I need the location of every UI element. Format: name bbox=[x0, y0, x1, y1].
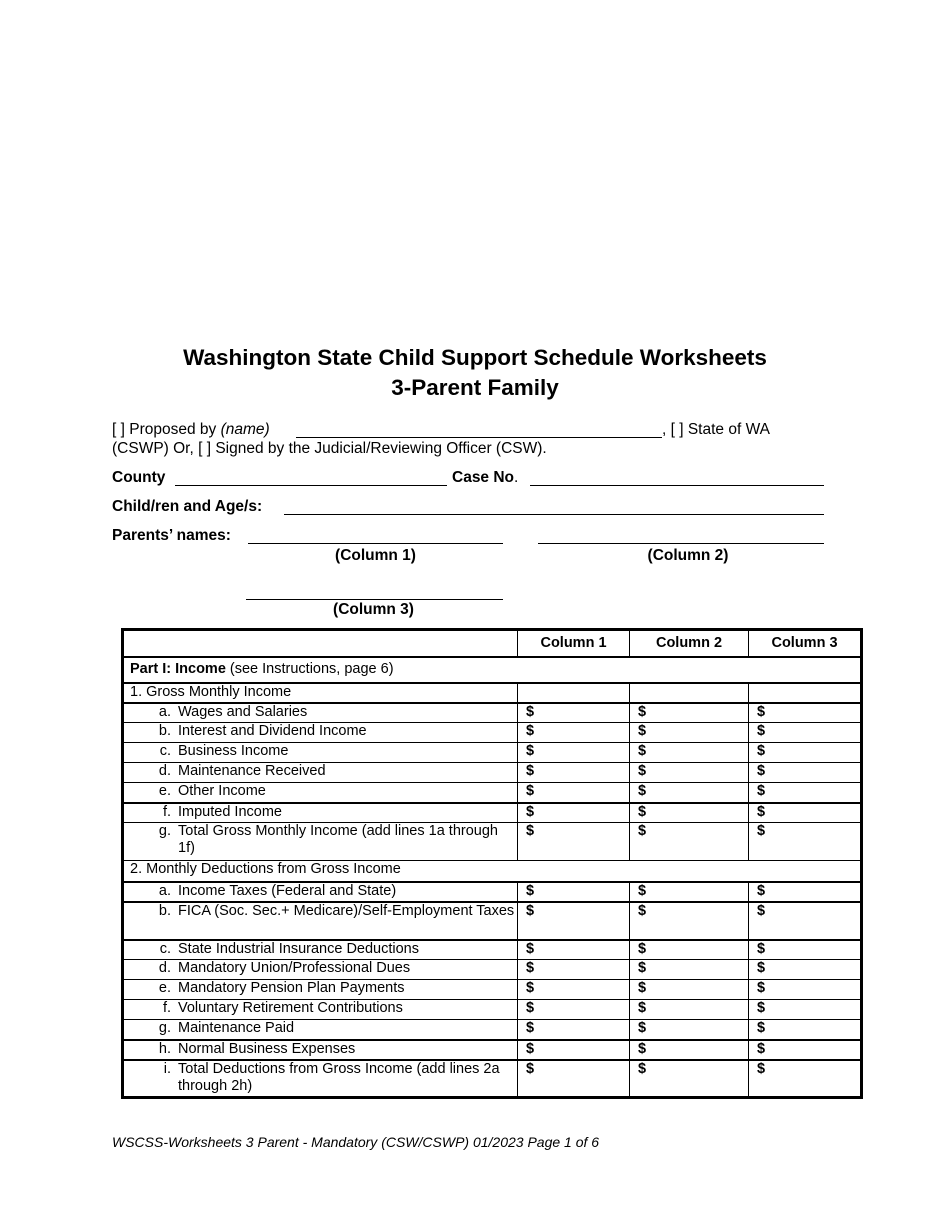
line-text: Mandatory Union/Professional Dues bbox=[178, 960, 411, 976]
amount-cell-column-2[interactable]: $ bbox=[630, 940, 749, 960]
amount-cell-column-3[interactable]: $ bbox=[749, 902, 862, 940]
amount-cell-column-1[interactable]: $ bbox=[518, 823, 630, 861]
proposed-by-line bbox=[112, 421, 270, 439]
amount-cell-column-2[interactable]: $ bbox=[630, 1040, 749, 1060]
state-of-wa-option[interactable]: , [ ] State of WA bbox=[662, 421, 770, 438]
line-letter: b. bbox=[158, 723, 171, 739]
part-1-title: Part I: Income bbox=[130, 661, 226, 677]
amount-cell-column-1[interactable]: $ bbox=[518, 882, 630, 902]
header-column-2: Column 2 bbox=[630, 630, 749, 657]
line-text: Imputed Income bbox=[178, 803, 282, 820]
amount-cell-column-2[interactable]: $ bbox=[630, 902, 749, 940]
table-row bbox=[123, 902, 862, 940]
line-item-label bbox=[123, 1000, 518, 1020]
column-2-caption: (Column 2) bbox=[647, 547, 729, 564]
amount-cell-column-2[interactable]: $ bbox=[630, 743, 749, 763]
amount-cell-column-3[interactable]: $ bbox=[749, 803, 862, 823]
amount-cell-column-3[interactable]: $ bbox=[749, 1020, 862, 1040]
document-title: Washington State Child Support Schedule Worksheets bbox=[183, 345, 767, 370]
amount-cell-column-2[interactable]: $ bbox=[630, 823, 749, 861]
table-row bbox=[123, 1060, 862, 1098]
signed-by-option[interactable]: (CSWP) Or, [ ] Signed by the Judicial/Reviewing Officer (CSW). bbox=[112, 440, 547, 457]
table-row bbox=[123, 1040, 862, 1060]
children-field[interactable] bbox=[284, 499, 824, 515]
amount-cell-column-3[interactable]: $ bbox=[749, 980, 862, 1000]
line-letter: b. bbox=[158, 902, 171, 919]
line-item-label bbox=[123, 1060, 518, 1098]
amount-cell-column-1[interactable]: $ bbox=[518, 783, 630, 803]
amount-cell-column-1[interactable]: $ bbox=[518, 1040, 630, 1060]
income-worksheet-table bbox=[121, 628, 863, 1099]
line-letter: g. bbox=[158, 823, 171, 839]
amount-cell-column-2[interactable]: $ bbox=[630, 882, 749, 902]
amount-cell-column-3[interactable]: $ bbox=[749, 723, 862, 743]
line-letter: g. bbox=[158, 1020, 171, 1036]
parents-label: Parents’ names: bbox=[112, 527, 231, 544]
section-2-row bbox=[123, 861, 862, 882]
amount-cell-column-3[interactable]: $ bbox=[749, 823, 862, 861]
amount-cell-column-3[interactable]: $ bbox=[749, 1060, 862, 1098]
line-text: Wages and Salaries bbox=[178, 703, 308, 720]
amount-cell-column-1[interactable]: $ bbox=[518, 1000, 630, 1020]
column-1-caption: (Column 1) bbox=[335, 547, 416, 564]
page-footer: WSCSS-Worksheets 3 Parent - Mandatory (CSW/CSWP) 01/2023 Page 1 of 6 bbox=[112, 1134, 600, 1150]
proposed-text: Proposed by bbox=[129, 421, 217, 438]
table-row bbox=[123, 823, 862, 861]
line-item-label bbox=[123, 803, 518, 823]
line-letter: c. bbox=[159, 940, 171, 957]
section-1-cell bbox=[630, 683, 749, 703]
line-text: Maintenance Paid bbox=[178, 1020, 295, 1036]
line-item-label bbox=[123, 703, 518, 723]
amount-cell-column-2[interactable]: $ bbox=[630, 803, 749, 823]
line-item-label bbox=[123, 980, 518, 1000]
section-2-heading: 2. Monthly Deductions from Gross Income bbox=[123, 861, 862, 882]
amount-cell-column-1[interactable]: $ bbox=[518, 1060, 630, 1098]
county-label: County bbox=[112, 469, 166, 486]
parent-2-field[interactable] bbox=[538, 528, 824, 544]
amount-cell-column-2[interactable]: $ bbox=[630, 763, 749, 783]
line-text: Voluntary Retirement Contributions bbox=[178, 1000, 403, 1016]
table-row bbox=[123, 763, 862, 783]
amount-cell-column-3[interactable]: $ bbox=[749, 960, 862, 980]
line-item-label bbox=[123, 763, 518, 783]
line-text: State Industrial Insurance Deductions bbox=[178, 940, 419, 957]
section-1-items bbox=[123, 703, 862, 861]
table-row bbox=[123, 980, 862, 1000]
amount-cell-column-1[interactable]: $ bbox=[518, 703, 630, 723]
part-1-heading bbox=[123, 657, 862, 683]
line-item-label bbox=[123, 823, 518, 861]
amount-cell-column-1[interactable]: $ bbox=[518, 940, 630, 960]
line-letter: i. bbox=[163, 1060, 171, 1077]
case-no-label: Case No bbox=[452, 469, 515, 486]
amount-cell-column-2[interactable]: $ bbox=[630, 723, 749, 743]
section-1-heading: 1. Gross Monthly Income bbox=[123, 683, 518, 703]
proposed-checkbox[interactable]: [ ] bbox=[112, 421, 125, 438]
line-item-label bbox=[123, 882, 518, 902]
amount-cell-column-3[interactable]: $ bbox=[749, 743, 862, 763]
amount-cell-column-3[interactable]: $ bbox=[749, 1040, 862, 1060]
table-row bbox=[123, 940, 862, 960]
line-item-label bbox=[123, 940, 518, 960]
line-text: Total Deductions from Gross Income (add lines 2a through 2h) bbox=[178, 1060, 500, 1094]
section-2-items bbox=[123, 882, 862, 1098]
line-text: Mandatory Pension Plan Payments bbox=[178, 980, 405, 996]
document-subtitle: 3-Parent Family bbox=[391, 375, 559, 400]
line-text: Total Gross Monthly Income (add lines 1a through 1f) bbox=[178, 823, 498, 856]
table-row bbox=[123, 1020, 862, 1040]
amount-cell-column-3[interactable]: $ bbox=[749, 882, 862, 902]
line-item-label bbox=[123, 1040, 518, 1060]
line-text: FICA (Soc. Sec.+ Medicare)/Self-Employment Taxes bbox=[178, 902, 515, 919]
part-1-note: (see Instructions, page 6) bbox=[225, 661, 394, 677]
line-item-label bbox=[123, 960, 518, 980]
amount-cell-column-3[interactable]: $ bbox=[749, 940, 862, 960]
line-letter: a. bbox=[158, 703, 171, 720]
table-row bbox=[123, 1000, 862, 1020]
line-text: Income Taxes (Federal and State) bbox=[178, 882, 397, 899]
amount-cell-column-3[interactable]: $ bbox=[749, 783, 862, 803]
line-letter: f. bbox=[162, 803, 171, 820]
table-row bbox=[123, 723, 862, 743]
line-text: Normal Business Expenses bbox=[178, 1040, 356, 1057]
line-text: Other Income bbox=[178, 783, 266, 799]
table-row bbox=[123, 803, 862, 823]
amount-cell-column-2[interactable]: $ bbox=[630, 960, 749, 980]
amount-cell-column-2[interactable]: $ bbox=[630, 1020, 749, 1040]
amount-cell-column-3[interactable]: $ bbox=[749, 703, 862, 723]
line-text: Interest and Dividend Income bbox=[178, 723, 367, 739]
parent-1-field[interactable] bbox=[248, 528, 503, 544]
column-3-caption: (Column 3) bbox=[333, 601, 414, 618]
name-hint: (name) bbox=[220, 421, 270, 438]
section-1-cell bbox=[749, 683, 862, 703]
line-letter: d. bbox=[158, 763, 171, 779]
table-row bbox=[123, 960, 862, 980]
line-letter: h. bbox=[158, 1040, 171, 1057]
county-field[interactable] bbox=[175, 470, 447, 486]
table-row bbox=[123, 703, 862, 723]
amount-cell-column-1[interactable]: $ bbox=[518, 763, 630, 783]
line-letter: c. bbox=[159, 743, 171, 759]
amount-cell-column-1[interactable]: $ bbox=[518, 980, 630, 1000]
amount-cell-column-1[interactable]: $ bbox=[518, 743, 630, 763]
amount-cell-column-2[interactable]: $ bbox=[630, 980, 749, 1000]
line-item-label bbox=[123, 902, 518, 940]
line-item-label bbox=[123, 743, 518, 763]
line-letter: f. bbox=[162, 1000, 171, 1016]
part-1-row bbox=[123, 657, 862, 683]
line-letter: e. bbox=[158, 980, 171, 996]
table-row bbox=[123, 743, 862, 763]
amount-cell-column-3[interactable]: $ bbox=[749, 763, 862, 783]
amount-cell-column-2[interactable]: $ bbox=[630, 703, 749, 723]
header-column-3: Column 3 bbox=[749, 630, 862, 657]
proposed-name-field[interactable] bbox=[296, 422, 662, 438]
amount-cell-column-1[interactable]: $ bbox=[518, 902, 630, 940]
amount-cell-column-1[interactable]: $ bbox=[518, 803, 630, 823]
table-row bbox=[123, 882, 862, 902]
amount-cell-column-2[interactable]: $ bbox=[630, 1060, 749, 1098]
table-header-row bbox=[123, 630, 862, 657]
parent-3-field[interactable] bbox=[246, 584, 503, 600]
line-letter: d. bbox=[158, 960, 171, 976]
header-blank bbox=[123, 630, 518, 657]
line-text: Business Income bbox=[178, 743, 289, 759]
amount-cell-column-2[interactable]: $ bbox=[630, 783, 749, 803]
line-item-label bbox=[123, 783, 518, 803]
amount-cell-column-2[interactable]: $ bbox=[630, 1000, 749, 1020]
header-column-1: Column 1 bbox=[518, 630, 630, 657]
section-1-row bbox=[123, 683, 862, 703]
case-no-field[interactable] bbox=[530, 470, 824, 486]
amount-cell-column-1[interactable]: $ bbox=[518, 1020, 630, 1040]
section-1-cell bbox=[518, 683, 630, 703]
line-letter: a. bbox=[158, 882, 171, 899]
line-text: Maintenance Received bbox=[178, 763, 326, 779]
amount-cell-column-1[interactable]: $ bbox=[518, 960, 630, 980]
line-item-label bbox=[123, 723, 518, 743]
table-row bbox=[123, 783, 862, 803]
amount-cell-column-3[interactable]: $ bbox=[749, 1000, 862, 1020]
children-label: Child/ren and Age/s: bbox=[112, 498, 263, 515]
line-letter: e. bbox=[158, 783, 171, 799]
case-no-label-wrap: Case No. bbox=[452, 469, 519, 486]
amount-cell-column-1[interactable]: $ bbox=[518, 723, 630, 743]
line-item-label bbox=[123, 1020, 518, 1040]
